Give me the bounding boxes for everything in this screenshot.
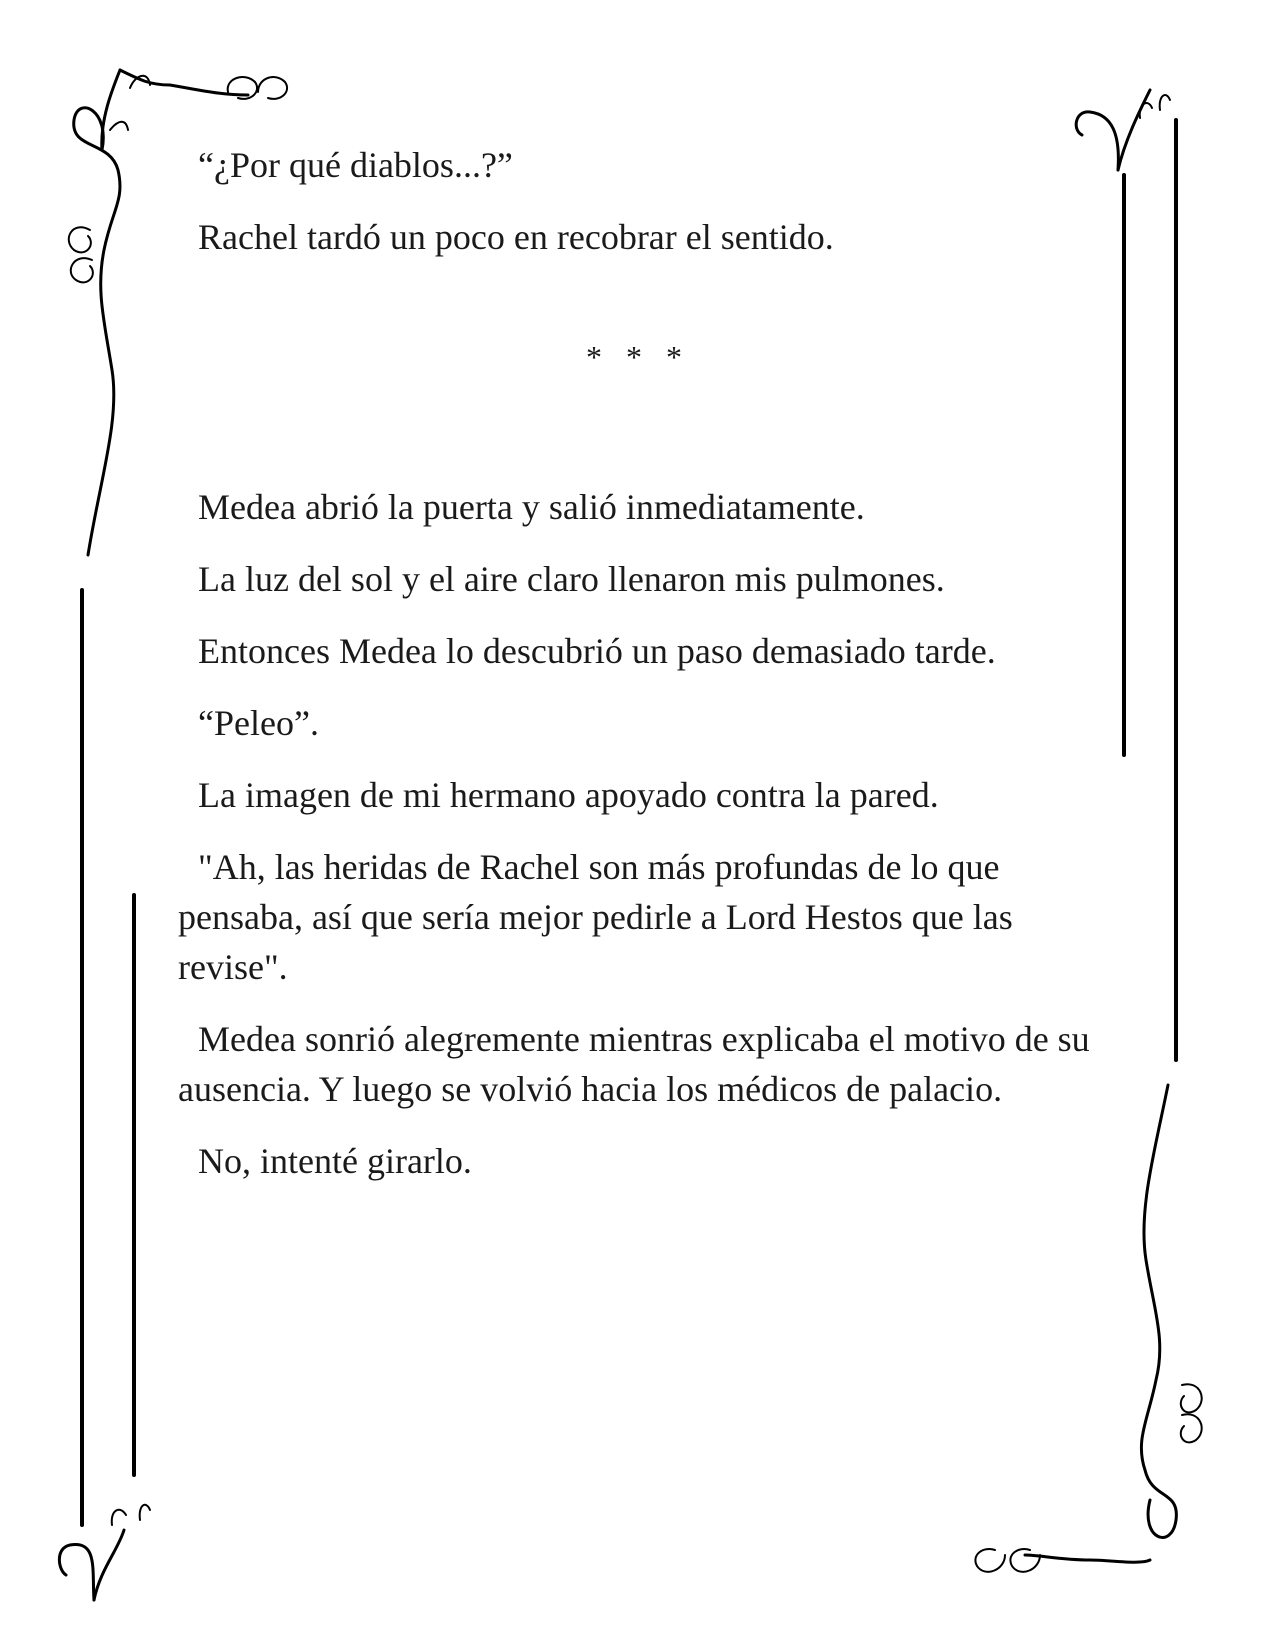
paragraph: Medea abrió la puerta y salió inmediatamente. bbox=[198, 487, 865, 527]
paragraph: La luz del sol y el aire claro llenaron mis pulmones. bbox=[198, 559, 945, 599]
paragraph: "Ah, las heridas de Rachel son más profundas de lo que pensaba, así que sería mejor pedirle a Lord Hestos que las revise". bbox=[178, 847, 1013, 987]
scene-separator: * * * bbox=[586, 339, 690, 375]
paragraph: Rachel tardó un poco en recobrar el sentido. bbox=[198, 217, 834, 257]
page-text bbox=[178, 140, 1098, 1208]
paragraph: La imagen de mi hermano apoyado contra la pared. bbox=[198, 775, 939, 815]
paragraph: “Peleo”. bbox=[198, 703, 319, 743]
paragraph: No, intenté girarlo. bbox=[198, 1141, 472, 1181]
paragraph: Medea sonrió alegremente mientras explicaba el motivo de su ausencia. Y luego se volvió hacia los médicos de palacio. bbox=[178, 1019, 1090, 1109]
paragraph: Entonces Medea lo descubrió un paso demasiado tarde. bbox=[198, 631, 996, 671]
bottom-left-flourish bbox=[59, 1505, 150, 1600]
paragraph: “¿Por qué diablos...?” bbox=[198, 145, 513, 185]
